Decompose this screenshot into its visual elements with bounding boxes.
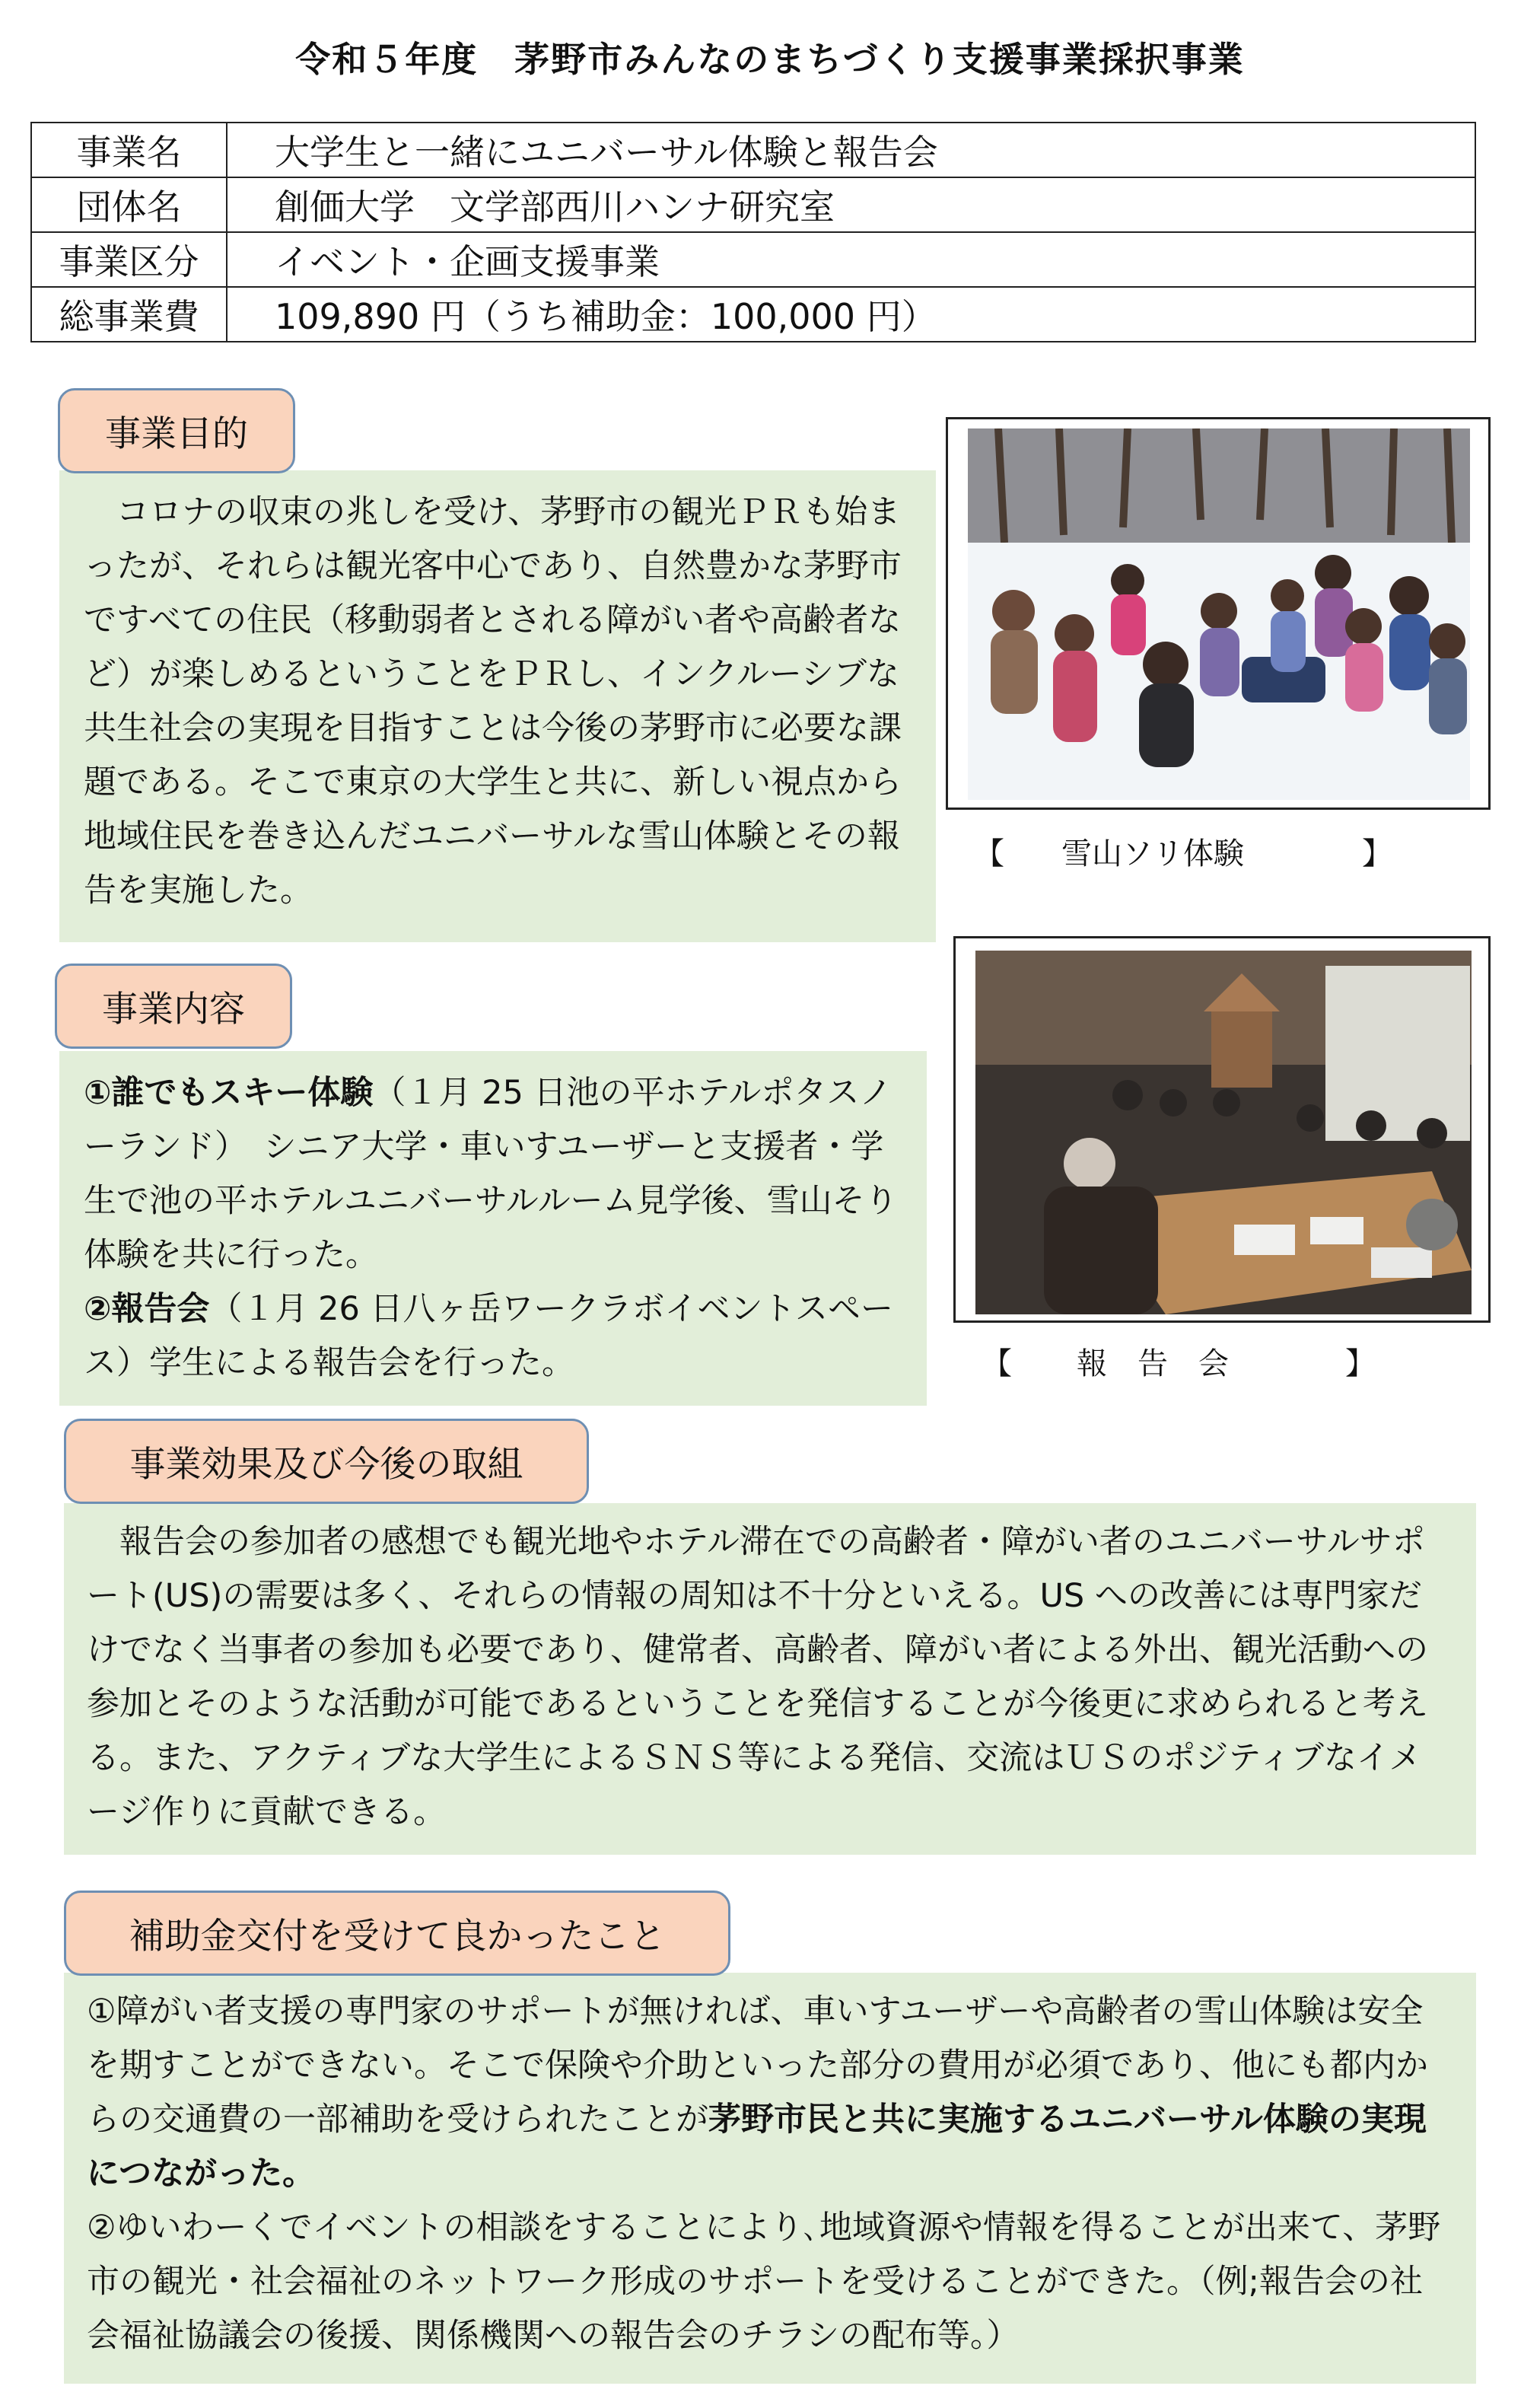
effect-box <box>64 1503 1476 1855</box>
content-item-2 <box>84 1282 902 1390</box>
content-item-1 <box>84 1066 902 1282</box>
benefit-item-1-highlight: 茅野市民と共に実施するユニバーサル体験の実現につながった。 <box>87 2101 1427 2193</box>
snow-sled-caption <box>974 830 1392 871</box>
info-value: イベント・企画支援事業 <box>227 232 1475 287</box>
caption-close-bracket: 】 <box>1362 836 1392 871</box>
content-item-2-title: ②報告会 <box>84 1290 210 1328</box>
info-row <box>31 177 1475 232</box>
caption-text: 雪山ソリ体験 <box>1061 836 1244 871</box>
info-row <box>31 232 1475 287</box>
caption-close-bracket: 】 <box>1345 1346 1376 1381</box>
info-value: 創価大学 文学部西川ハンナ研究室 <box>227 177 1475 232</box>
info-label: 総事業費 <box>31 287 227 342</box>
info-row <box>31 287 1475 342</box>
snow-sled-photo <box>946 417 1491 810</box>
content-heading: 事業内容 <box>55 964 292 1049</box>
purpose-text: コロナの収束の兆しを受け、茅野市の観光ＰＲも始まったが、それらは観光客中心であり、自然豊かな茅野市ですべての住民（移動弱者とされる障がい者や高齢者など）が楽しめるということをＰＲし、インクルーシブな共生社会の実現を目指すことは今後の茅野市に必要な課題である。そこで東京の大学生と共に、新しい視点から地域住民を巻き込んだユニバーサルな雪山体験とその報告を実施した。 <box>84 493 902 909</box>
benefit-box <box>64 1973 1476 2384</box>
benefit-item-2: ②ゆいわーくでイベントの相談をすることにより､地域資源や情報を得ることが出来て、茅野市の観光・社会福祉のネットワーク形成のサポートを受けることができた。（例;報告会の社会福祉協議会の後援、関係機関への報告会のチラシの配布等。） <box>87 2209 1441 2355</box>
purpose-box <box>59 470 936 942</box>
caption-text: 報 告 会 <box>1077 1346 1229 1381</box>
benefit-item-1 <box>87 1985 1453 2201</box>
info-row <box>31 123 1475 177</box>
effect-text: 報告会の参加者の感想でも観光地やホテル滞在での高齢者・障がい者のユニバーサルサポート(US)の需要は多く、それらの情報の周知は不十分といえる。US への改善には専門家だけでなく当事者の参加も必要であり、健常者、高齢者、障がい者による外出、観光活動への参加とそのような活動が可能であるということを発信することが今後更に求められると考える。また、アクティブな大学生によるＳＮＳ等による発信、交流はＵＳのポジティブなイメージ作りに貢献できる。 <box>87 1523 1428 1831</box>
effect-heading: 事業効果及び今後の取組 <box>64 1419 589 1504</box>
caption-open-bracket: 【 <box>974 836 1004 871</box>
project-info-table <box>30 122 1476 342</box>
info-value: 大学生と一緒にユニバーサル体験と報告会 <box>227 123 1475 177</box>
caption-open-bracket: 【 <box>982 1346 1012 1381</box>
info-value: 109,890 円（うち補助金：100,000 円） <box>227 287 1475 342</box>
benefit-item-1-text: ①障がい者支援の専門家のサポートが無ければ、車いすユーザーや高齢者の雪山体験は安全を期すことができない。そこで保険や介助といった部分の費用が必須であり、他にも都内からの交通費の一部補助を受けられたことが <box>87 1992 1428 2139</box>
content-item-1-text: （１月 25 日池の平ホテルポタスノーランド） シニア大学・車いすユーザーと支援者・学生で池の平ホテルユニバーサルルーム見学後、雪山そり体験を共に行った。 <box>84 1074 898 1274</box>
info-label: 事業区分 <box>31 232 227 287</box>
info-label: 事業名 <box>31 123 227 177</box>
info-label: 団体名 <box>31 177 227 232</box>
purpose-heading: 事業目的 <box>58 388 295 473</box>
content-box <box>59 1051 927 1406</box>
content-item-2-text: （１月 26 日八ヶ岳ワークラボイベントスペース）学生による報告会を行った。 <box>84 1290 894 1382</box>
report-meeting-photo <box>953 936 1491 1323</box>
benefit-heading: 補助金交付を受けて良かったこと <box>64 1891 730 1976</box>
snow-sled-image <box>968 428 1470 800</box>
report-meeting-image <box>975 951 1472 1314</box>
report-meeting-caption <box>982 1339 1377 1381</box>
page-title: 令和５年度 茅野市みんなのまちづくり支援事業採択事業 <box>295 39 1245 80</box>
content-item-1-title: ①誰でもスキー体験 <box>84 1074 374 1112</box>
